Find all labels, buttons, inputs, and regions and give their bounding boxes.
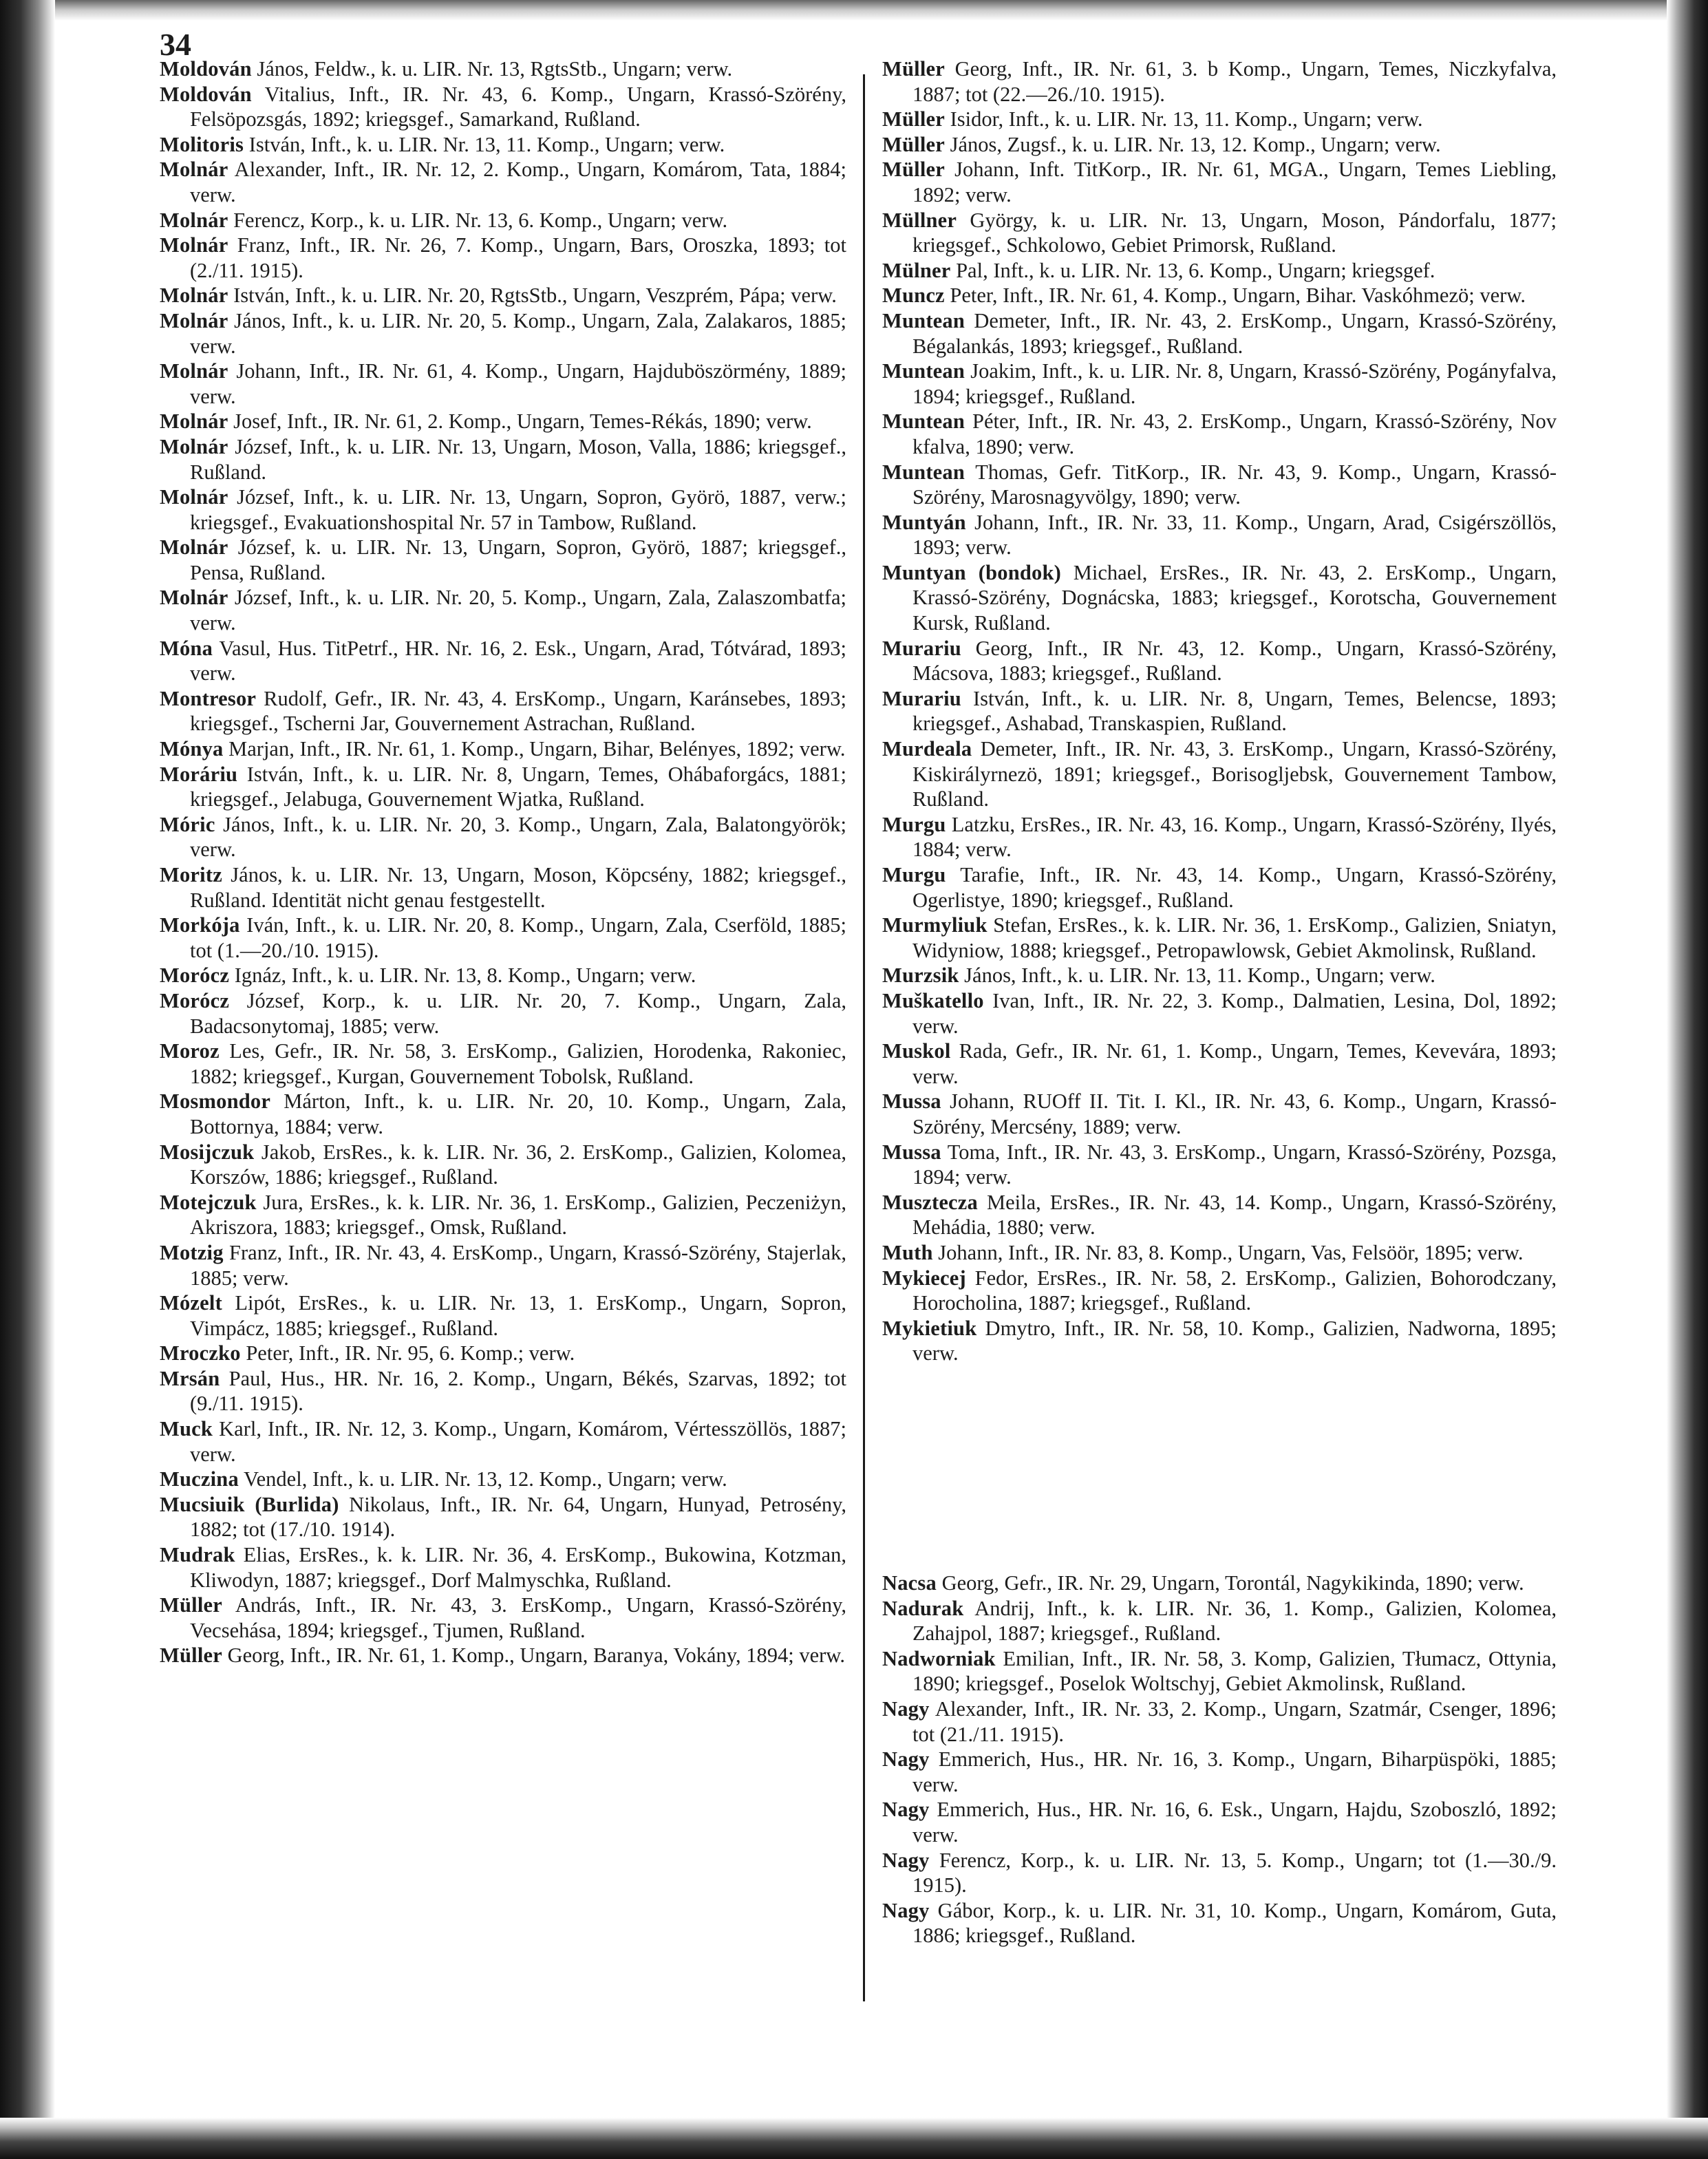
list-entry (882, 1797, 1557, 1847)
scan-edge-bottom (0, 2118, 1708, 2159)
entry-details: Alexander, Inft., IR. Nr. 12, 2. Komp., Ungarn, Komárom, Tata, 1884; verw. (190, 158, 846, 206)
list-entry (160, 736, 846, 762)
entry-details: János, Feldw., k. u. LIR. Nr. 13, RgtsStb., Ungarn; verw. (251, 57, 733, 81)
list-entry (160, 1542, 846, 1593)
list-entry (882, 560, 1557, 636)
list-entry (882, 636, 1557, 686)
entry-surname: Nacsa (882, 1571, 937, 1595)
list-entry (160, 1593, 846, 1643)
entry-surname: Moroz (160, 1039, 220, 1063)
entry-surname: Mussa (882, 1089, 941, 1114)
entry-details: József, k. u. LIR. Nr. 13, Ungarn, Sopron, Györö, 1887; kriegsgef., Pensa, Rußland. (190, 535, 846, 584)
list-entry (882, 1240, 1557, 1266)
entry-surname: Mosijczuk (160, 1140, 255, 1164)
entry-details: Andrij, Inft., k. k. LIR. Nr. 36, 1. Komp., Galizien, Kolomea, Zahajpol, 1887; kriegsgef., Rußland. (912, 1596, 1557, 1646)
list-entry (160, 208, 846, 233)
entry-surname: Müller (882, 132, 945, 156)
entry-surname: Molnár (160, 158, 228, 182)
entry-surname: Müllner (882, 208, 957, 232)
entry-details: Rada, Gefr., IR. Nr. 61, 1. Komp., Ungarn, Temes, Kevevára, 1893; verw. (912, 1039, 1557, 1088)
entry-details: Emmerich, Hus., HR. Nr. 16, 3. Komp., Ungarn, Biharpüspöki, 1885; verw. (912, 1747, 1557, 1796)
entry-surname: Molnár (160, 308, 228, 332)
page-number: 34 (160, 27, 191, 62)
list-entry (882, 409, 1557, 459)
list-entry (160, 283, 846, 308)
entry-surname: Muntean (882, 308, 965, 332)
list-entry (882, 157, 1557, 207)
entry-surname: Móric (160, 812, 215, 836)
list-entry (160, 308, 846, 359)
entry-surname: Molnár (160, 535, 228, 560)
entry-details: Marjan, Inft., IR. Nr. 61, 1. Komp., Ungarn, Bihar, Belényes, 1892; verw. (223, 737, 846, 761)
list-entry (160, 434, 846, 485)
entry-surname: Muškatello (882, 988, 984, 1012)
entry-details: Jura, ErsRes., k. k. LIR. Nr. 36, 1. ErsKomp., Galizien, Peczeniżyn, Akriszora, 1883; kriegsgef., Omsk, Rußland. (190, 1190, 846, 1240)
entry-surname: Muntyán (882, 510, 966, 534)
entry-surname: Moldován (160, 57, 252, 81)
list-entry (160, 485, 846, 535)
entry-details: István, Inft., k. u. LIR. Nr. 8, Ungarn, Temes, Belencse, 1893; kriegsgef., Ashabad, Transkaspien, Rußland. (912, 686, 1557, 736)
entry-details: Les, Gefr., IR. Nr. 58, 3. ErsKomp., Galizien, Horodenka, Rakoniec, 1882; kriegsgef., Kurgan, Gouvernement Tobolsk, Rußland. (190, 1039, 846, 1088)
list-entry (882, 1316, 1557, 1366)
entry-surname: Murzsik (882, 964, 959, 988)
entry-details: Ferencz, Korp., k. u. LIR. Nr. 13, 5. Komp., Ungarn; tot (1.—30./9. 1915). (912, 1848, 1557, 1897)
list-entry (160, 1089, 846, 1139)
list-entry (160, 359, 846, 409)
entry-surname: Murariu (882, 636, 961, 660)
entry-details: Georg, Inft., IR Nr. 43, 12. Komp., Ungarn, Krassó-Szörény, Mácsova, 1883; kriegsgef., Rußland. (912, 636, 1557, 685)
entry-surname: Morócz (160, 964, 230, 988)
entry-surname: Mosmondor (160, 1089, 271, 1114)
entry-details: Michael, ErsRes., IR. Nr. 43, 2. ErsKomp., Ungarn, Krassó-Szörény, Dognácska, 1883; kriegsgef., Korotscha, Gouvernement Kursk, Rußland. (912, 560, 1557, 635)
entry-surname: Morócz (160, 988, 230, 1012)
list-entry (882, 988, 1557, 1039)
entry-details: Georg, Inft., IR. Nr. 61, 3. b Komp., Ungarn, Temes, Niczkyfalva, 1887; tot (22.—26./10. 1915). (912, 57, 1557, 106)
entry-surname: Müller (882, 158, 945, 182)
entry-surname: Nagy (882, 1898, 930, 1922)
list-entry (882, 510, 1557, 560)
list-entry (160, 1240, 846, 1290)
entry-details: Ferencz, Korp., k. u. LIR. Nr. 13, 6. Komp., Ungarn; verw. (228, 208, 728, 232)
list-entry (882, 1898, 1557, 1948)
entry-surname: Molnár (160, 359, 228, 383)
list-entry (160, 762, 846, 812)
list-entry (882, 1596, 1557, 1646)
entry-surname: Molnár (160, 284, 228, 308)
list-entry (882, 359, 1557, 409)
entry-surname: Muskol (882, 1039, 951, 1063)
list-entry (882, 686, 1557, 736)
entry-details: Emilian, Inft., IR. Nr. 58, 3. Komp, Galizien, Tłumacz, Ottynia, 1890; kriegsgef., Poselok Woltschyj, Gebiet Akmolinsk, Rußland. (912, 1646, 1557, 1696)
entry-surname: Nagy (882, 1747, 930, 1772)
list-entry (882, 736, 1557, 812)
list-entry (882, 258, 1557, 284)
entry-details: Franz, Inft., IR. Nr. 43, 4. ErsKomp., Ungarn, Krassó-Szörény, Stajerlak, 1885; verw. (190, 1240, 846, 1290)
list-entry (160, 132, 846, 158)
list-entry (882, 1848, 1557, 1898)
entry-details: Jakob, ErsRes., k. k. LIR. Nr. 36, 2. ErsKomp., Galizien, Kolomea, Korszów, 1886; kriegsgef., Rußland. (190, 1140, 846, 1189)
entry-surname: Murgu (882, 863, 946, 886)
entry-details: János, Inft., k. u. LIR. Nr. 20, 3. Komp., Ungarn, Zala, Balatongyörök; verw. (190, 812, 846, 862)
entry-details: Alexander, Inft., IR. Nr. 33, 2. Komp., Ungarn, Szatmár, Csenger, 1896; tot (21./11. 1915). (912, 1697, 1557, 1746)
list-entry (160, 233, 846, 283)
entry-details: Ivan, Inft., IR. Nr. 22, 3. Komp., Dalmatien, Lesina, Dol, 1892; verw. (912, 988, 1557, 1038)
entry-details: Joakim, Inft., k. u. LIR. Nr. 8, Ungarn, Krassó-Szörény, Pogányfalva, 1894; kriegsgef., Rußland. (912, 359, 1557, 408)
entry-surname: Mucsiuik (Burlida) (160, 1492, 339, 1516)
entry-surname: Nadworniak (882, 1646, 996, 1670)
entry-details: Franz, Inft., IR. Nr. 26, 7. Komp., Ungarn, Bars, Oroszka, 1893; tot (2./11. 1915). (190, 233, 846, 282)
list-entry (160, 585, 846, 635)
entry-surname: Mroczko (160, 1341, 241, 1365)
entry-surname: Mózelt (160, 1291, 222, 1315)
list-entry (160, 1416, 846, 1467)
entry-details: Johann, Inft., IR. Nr. 61, 4. Komp., Ungarn, Hajduböszörmény, 1889; verw. (190, 359, 846, 408)
list-entry (160, 409, 846, 434)
entry-details: Emmerich, Hus., HR. Nr. 16, 6. Esk., Ungarn, Hajdu, Szoboszló, 1892; verw. (912, 1798, 1557, 1847)
entry-details: Thomas, Gefr. TitKorp., IR. Nr. 43, 9. Komp., Ungarn, Krassó-Szörény, Marosnagyvölgy, 1890; verw. (912, 460, 1557, 509)
entry-surname: Moritz (160, 863, 222, 886)
list-entry (882, 208, 1557, 258)
entry-details: Meila, ErsRes., IR. Nr. 43, 14. Komp., Ungarn, Krassó-Szörény, Mehádia, 1880; verw. (912, 1190, 1557, 1240)
entry-surname: Nadurak (882, 1596, 964, 1620)
entry-details: Nikolaus, Inft., IR. Nr. 64, Ungarn, Hunyad, Petrosény, 1882; tot (17./10. 1914). (190, 1492, 847, 1542)
entry-details: Johann, Inft., IR. Nr. 83, 8. Komp., Ungarn, Vas, Felsöör, 1895; verw. (932, 1240, 1524, 1264)
entry-details: Pal, Inft., k. u. LIR. Nr. 13, 6. Komp., Ungarn; kriegsgef. (950, 258, 1435, 282)
entry-surname: Muth (882, 1240, 933, 1264)
entry-details: Elias, ErsRes., k. k. LIR. Nr. 36, 4. ErsKomp., Bukowina, Kotzman, Kliwodyn, 1887; kriegsgef., Dorf Malmyschka, Rußland. (190, 1543, 846, 1592)
entry-details: Ignáz, Inft., k. u. LIR. Nr. 13, 8. Komp., Ungarn; verw. (229, 964, 696, 988)
entry-details: Johann, Inft., IR. Nr. 33, 11. Komp., Ungarn, Arad, Csigérszöllös, 1893; verw. (912, 510, 1557, 560)
list-entry (882, 460, 1557, 510)
entry-surname: Mülner (882, 258, 951, 282)
entry-surname: Mudrak (160, 1543, 235, 1567)
entry-details: Márton, Inft., k. u. LIR. Nr. 20, 10. Komp., Ungarn, Zala, Bottornya, 1884; verw. (190, 1089, 846, 1138)
entry-surname: Muntean (882, 410, 965, 434)
entry-details: István, Inft., k. u. LIR. Nr. 20, RgtsStb., Ungarn, Veszprém, Pápa; verw. (228, 284, 837, 308)
entry-surname: Muntean (882, 359, 965, 383)
entry-surname: Muck (160, 1417, 213, 1441)
entry-surname: Molnár (160, 233, 228, 257)
entry-details: Georg, Gefr., IR. Nr. 29, Ungarn, Torontál, Nagykikinda, 1890; verw. (936, 1571, 1524, 1595)
list-entry (882, 1089, 1557, 1139)
entry-surname: Molnár (160, 485, 228, 509)
list-entry (882, 1190, 1557, 1240)
list-entry (160, 1039, 846, 1089)
entry-details: Georg, Inft., IR. Nr. 61, 1. Komp., Ungarn, Baranya, Vokány, 1894; verw. (222, 1644, 845, 1668)
entry-details: György, k. u. LIR. Nr. 13, Ungarn, Moson, Pándorfalu, 1877; kriegsgef., Schkolowo, Gebiet Primorsk, Rußland. (912, 208, 1557, 257)
list-entry (160, 1366, 846, 1416)
entry-surname: Móna (160, 636, 213, 660)
entry-surname: Müller (160, 1593, 222, 1617)
list-entry (882, 283, 1557, 308)
entry-details: József, Inft., k. u. LIR. Nr. 13, Ungarn, Moson, Valla, 1886; kriegsgef., Rußland. (190, 434, 846, 484)
entry-details: Toma, Inft., IR. Nr. 43, 3. ErsKomp., Ungarn, Krassó-Szörény, Pozsga, 1894; verw. (912, 1140, 1557, 1189)
entry-details: János, Inft., k. u. LIR. Nr. 20, 5. Komp., Ungarn, Zala, Zalakaros, 1885; verw. (190, 308, 846, 358)
entry-surname: Mrsán (160, 1366, 220, 1390)
list-entry (160, 1140, 846, 1190)
entry-details: János, Zugsf., k. u. LIR. Nr. 13, 12. Komp., Ungarn; verw. (944, 132, 1441, 156)
list-entry (160, 963, 846, 988)
entry-details: Josef, Inft., IR. Nr. 61, 2. Komp., Ungarn, Temes-Rékás, 1890; verw. (228, 410, 812, 434)
list-entry (160, 913, 846, 963)
left-column (160, 56, 846, 1668)
list-entry (160, 56, 846, 82)
entry-surname: Nagy (882, 1697, 930, 1721)
entry-details: János, k. u. LIR. Nr. 13, Ungarn, Moson, Köpcsény, 1882; kriegsgef., Rußland. Identität nicht genau festgestellt. (190, 863, 846, 912)
entry-details: Fedor, ErsRes., IR. Nr. 58, 2. ErsKomp., Galizien, Bohorodczany, Horocholina, 1887; kriegsgef., Rußland. (912, 1266, 1557, 1315)
entry-surname: Molnár (160, 434, 228, 458)
entry-surname: Nagy (882, 1848, 930, 1872)
entry-surname: Müller (882, 107, 945, 131)
entry-details: József, Inft., k. u. LIR. Nr. 20, 5. Komp., Ungarn, Zala, Zalaszombatfa; verw. (190, 586, 846, 635)
entry-details: Rudolf, Gefr., IR. Nr. 43, 4. ErsKomp., Ungarn, Karánsebes, 1893; kriegsgef., Tscherni Jar, Gouvernement Astrachan, Rußland. (190, 686, 846, 736)
entry-surname: Muncz (882, 284, 945, 308)
entry-surname: Moldován (160, 82, 252, 106)
entry-details: Vasul, Hus. TitPetrf., HR. Nr. 16, 2. Esk., Ungarn, Arad, Tótvárad, 1893; verw. (190, 636, 846, 685)
entry-details: Vendel, Inft., k. u. LIR. Nr. 13, 12. Komp., Ungarn; verw. (238, 1467, 727, 1491)
entry-details: Lipót, ErsRes., k. u. LIR. Nr. 13, 1. ErsKomp., Ungarn, Sopron, Vimpácz, 1885; kriegsgef., Rußland. (190, 1291, 846, 1340)
entry-surname: Mónya (160, 737, 224, 761)
entry-surname: Murariu (882, 686, 961, 710)
entry-surname: Murgu (882, 812, 946, 836)
entry-details: Paul, Hus., HR. Nr. 16, 2. Komp., Ungarn, Békés, Szarvas, 1892; tot (9./11. 1915). (190, 1366, 846, 1416)
list-entry (882, 308, 1557, 359)
entry-surname: Muntyan (bondok) (882, 560, 1061, 584)
list-entry (882, 107, 1557, 132)
entry-surname: Morkója (160, 913, 240, 937)
list-entry (160, 1341, 846, 1366)
list-entry (882, 1571, 1557, 1596)
entry-surname: Motejczuk (160, 1190, 257, 1214)
entry-surname: Montresor (160, 686, 257, 710)
list-entry (882, 56, 1557, 107)
list-entry (160, 812, 846, 862)
entry-details: Peter, Inft., IR. Nr. 95, 6. Komp.; verw. (240, 1341, 575, 1365)
list-entry (882, 1039, 1557, 1089)
entry-surname: Muntean (882, 460, 965, 484)
entry-surname: Mussa (882, 1140, 941, 1164)
list-entry (160, 1467, 846, 1492)
list-entry (160, 1643, 846, 1668)
entry-surname: Müller (160, 1644, 222, 1668)
list-entry (882, 1747, 1557, 1797)
entry-surname: Motzig (160, 1240, 224, 1264)
scan-edge-left (0, 0, 55, 2159)
right-column (882, 56, 1557, 1366)
entry-details: Karl, Inft., IR. Nr. 12, 3. Komp., Ungarn, Komárom, Vértesszöllös, 1887; verw. (190, 1417, 846, 1466)
entry-surname: Murmyliuk (882, 913, 988, 937)
list-entry (882, 1646, 1557, 1697)
list-entry (160, 862, 846, 913)
list-entry (882, 1266, 1557, 1316)
entry-surname: Muczina (160, 1467, 239, 1491)
list-entry (882, 913, 1557, 963)
list-entry (160, 1290, 846, 1341)
list-entry (160, 1492, 846, 1542)
list-entry (882, 132, 1557, 158)
list-entry (160, 157, 846, 207)
entry-details: Isidor, Inft., k. u. LIR. Nr. 13, 11. Komp., Ungarn; verw. (944, 107, 1423, 131)
entry-details: Demeter, Inft., IR. Nr. 43, 2. ErsKomp., Ungarn, Krassó-Szörény, Bégalankás, 1893; kriegsgef., Rußland. (912, 308, 1557, 358)
list-entry (160, 82, 846, 132)
entry-details: Johann, RUOff II. Tit. I. Kl., IR. Nr. 43, 6. Komp., Ungarn, Krassó-Szörény, Mercsény, 1889; verw. (912, 1089, 1557, 1138)
list-entry (160, 535, 846, 585)
scan-edge-top (0, 0, 1708, 21)
entry-details: Péter, Inft., IR. Nr. 43, 2. ErsKomp., Ungarn, Krassó-Szörény, Nov kfalva, 1890; verw. (912, 410, 1557, 458)
entry-details: Stefan, ErsRes., k. k. LIR. Nr. 36, 1. ErsKomp., Galizien, Sniatyn, Widyniow, 1888; kriegsgef., Petropawlowsk, Gebiet Akmolinsk, Rußland. (912, 913, 1557, 962)
entry-surname: Molnár (160, 208, 228, 232)
list-entry (160, 636, 846, 686)
entry-details: János, Inft., k. u. LIR. Nr. 13, 11. Komp., Ungarn; verw. (959, 964, 1435, 988)
entry-surname: Molitoris (160, 132, 244, 156)
list-entry (882, 812, 1557, 862)
entry-details: Demeter, Inft., IR. Nr. 43, 3. ErsKomp., Ungarn, Krassó-Szörény, Kiskirályrnezö, 1891; kriegsgef., Borisogljebsk, Gouvernement Tambow, Rußland. (912, 737, 1557, 811)
entry-details: József, Korp., k. u. LIR. Nr. 20, 7. Komp., Ungarn, Zala, Badacsonytomaj, 1885; verw. (190, 988, 846, 1038)
list-entry (160, 686, 846, 736)
entry-surname: Moráriu (160, 762, 238, 786)
entry-details: Gábor, Korp., k. u. LIR. Nr. 31, 10. Komp., Ungarn, Komárom, Guta, 1886; kriegsgef., Rußland. (912, 1898, 1557, 1948)
entry-surname: Nagy (882, 1798, 930, 1822)
entry-details: András, Inft., IR. Nr. 43, 3. ErsKomp., Ungarn, Krassó-Szörény, Vecsehása, 1894; kriegsgef., Tjumen, Rußland. (190, 1593, 846, 1642)
entry-details: Tarafie, Inft., IR. Nr. 43, 14. Komp., Ungarn, Krassó-Szörény, Ogerlistye, 1890; kriegsgef., Rußland. (912, 863, 1557, 912)
entry-surname: Molnár (160, 586, 228, 610)
entry-details: Latzku, ErsRes., IR. Nr. 43, 16. Komp., Ungarn, Krassó-Szörény, Ilyés, 1884; verw. (912, 812, 1557, 862)
entry-surname: Mykiecej (882, 1266, 966, 1290)
entry-surname: Mykietiuk (882, 1316, 977, 1340)
entry-surname: Müller (882, 57, 945, 81)
list-entry (882, 963, 1557, 988)
scan-edge-right (1667, 0, 1708, 2159)
entry-details: István, Inft., k. u. LIR. Nr. 13, 11. Komp., Ungarn; verw. (244, 132, 725, 156)
entry-surname: Murdeala (882, 737, 972, 761)
entry-details: Vitalius, Inft., IR. Nr. 43, 6. Komp., Ungarn, Krassó-Szörény, Felsöpozsgás, 1892; kriegsgef., Samarkand, Rußland. (190, 82, 846, 131)
list-entry (160, 1190, 846, 1240)
list-entry (882, 1140, 1557, 1190)
entry-details: Dmytro, Inft., IR. Nr. 58, 10. Komp., Galizien, Nadworna, 1895; verw. (912, 1316, 1557, 1365)
column-divider (863, 74, 865, 2001)
entry-surname: Musztecza (882, 1190, 978, 1214)
list-entry (160, 988, 846, 1039)
entry-surname: Molnár (160, 410, 228, 434)
list-entry (882, 1697, 1557, 1747)
entry-details: Johann, Inft. TitKorp., IR. Nr. 61, MGA., Ungarn, Temes Liebling, 1892; verw. (912, 158, 1557, 206)
entry-details: József, Inft., k. u. LIR. Nr. 13, Ungarn, Sopron, Györö, 1887, verw.; kriegsgef., Evakuationshospital Nr. 57 in Tambow, Rußland. (190, 485, 846, 534)
entry-details: Peter, Inft., IR. Nr. 61, 4. Komp., Ungarn, Bihar. Vaskóhmezö; verw. (944, 284, 1526, 308)
entry-details: Iván, Inft., k. u. LIR. Nr. 20, 8. Komp., Ungarn, Zala, Cserföld, 1885; tot (1.—20./10. 1915). (190, 913, 846, 962)
entry-details: István, Inft., k. u. LIR. Nr. 8, Ungarn, Temes, Ohábaforgács, 1881; kriegsgef., Jelabuga, Gouvernement Wjatka, Rußland. (190, 762, 846, 811)
right-column-lower (882, 1571, 1557, 1948)
list-entry (882, 862, 1557, 913)
